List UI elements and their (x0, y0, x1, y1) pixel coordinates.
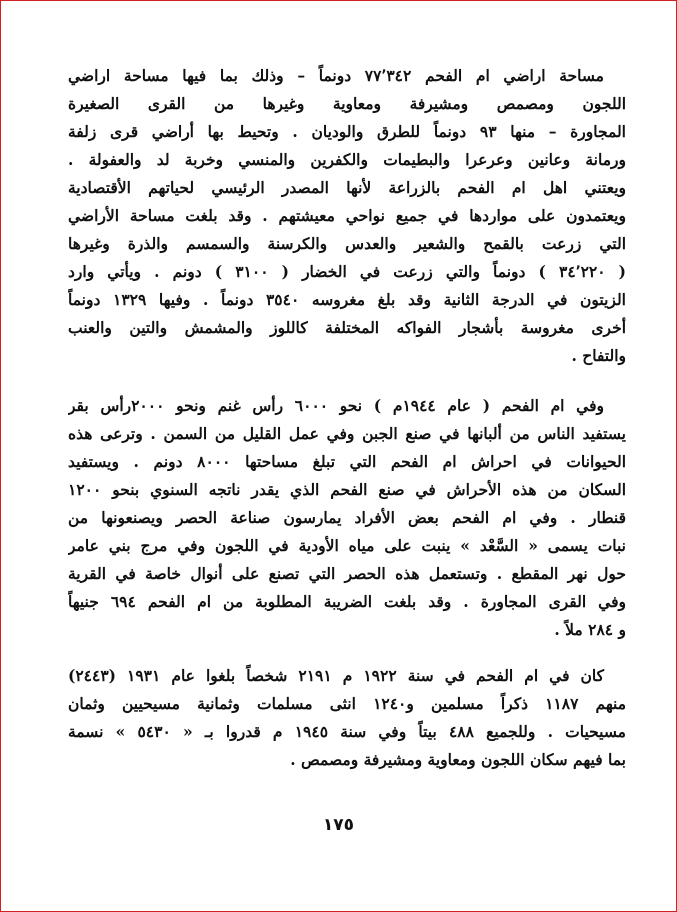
text-line: السكان من هذه الأحراش في صنع الفحم الذي يقدر ناتجه السنوي بنحو ١٢٠٠ (68, 480, 626, 499)
text-line: وفي القرى المجاورة . وقد بلغت الضريبة المطلوبة من ام الفحم ٦٩٤ جنيهاً (68, 592, 626, 611)
paragraph-livestock-crafts (68, 392, 626, 644)
text-line: والتفاح . (571, 346, 626, 365)
text-line: وفي ام الفحم ( عام ١٩٤٤م ) نحو ٦٠٠٠ رأس غنم ونحو ٢٠٠٠رأس بقر (68, 396, 604, 415)
text-line: المجاورة – منها ٩٣ دونماً للطرق والوديان . وتحيط بها أراضي قرى زلفة (68, 122, 626, 141)
paragraph-population (68, 662, 626, 774)
text-line: و ٢٨٤ ملاً . (554, 620, 626, 639)
text-line: نبات يسمى « السَّعْد » ينبت على مياه الأودية في اللجون وفي مرج بني عامر (68, 536, 626, 555)
text-line: ويعتمدون على مواردها في جميع نواحي معيشتهم . وقد بلغت مساحة الأراضي (68, 206, 626, 225)
text-line: التي زرعت بالقمح والشعير والعدس والكرسنة والسمسم والذرة وغيرها (68, 234, 626, 253)
text-line: مسيحيات . وللجميع ٤٨٨ بيتاً وفي سنة ١٩٤٥ م قدروا بـ « ٥٤٣٠ » نسمة (68, 722, 626, 741)
text-line: الحيوانات في احراش ام الفحم التي تبلغ مساحتها ٨٠٠٠ دونم . ويستفيد (68, 452, 626, 471)
page-number: ١٧٥ (322, 815, 355, 835)
text-line: مساحة اراضي ام الفحم ٧٧٬٣٤٢ دونماً – وذلك بما فيها مساحة اراضي (68, 66, 604, 85)
text-line: ( ٣٤٬٢٢٠ ) دونماً والتي زرعت في الخضار ( ٣١٠٠ ) دونم . ويأتي وارد (68, 262, 626, 281)
text-line: حول نهر المقطع . وتستعمل هذه الحصر التي تصنع على أنوال خاصة في القرية (68, 564, 626, 583)
paragraph-land-agriculture (68, 62, 626, 370)
text-line: اللجون ومصمص ومشيرفة ومعاوية وغيرها من القرى الصغيرة (68, 94, 626, 113)
book-page (68, 62, 626, 774)
text-line: أخرى مغروسة بأشجار الفواكه المختلفة كاللوز والمشمش والتين والعنب (68, 318, 626, 337)
text-line: كان في ام الفحم في سنة ١٩٢٢ م ٢١٩١ شخصاً بلغوا عام ١٩٣١ (٢٤٤٣) (68, 666, 605, 685)
text-line: الزيتون في الدرجة الثانية وقد بلغ مغروسه ٣٥٤٠ دونماً . وفيها ١٣٢٩ دونماً (68, 290, 626, 309)
text-line: ورمانة وعانين وعرعرا والبطيمات والكفرين والمنسي وخربة لد والعفولة . (68, 150, 626, 169)
text-line: يستفيد الناس من ألبانها في صنع الجبن وفي عمل القليل من السمن . وترعى هذه (68, 424, 626, 443)
text-line: قنطار . وفي ام الفحم بعض الأفراد يمارسون صناعة الحصر ويصنعونها من (68, 508, 626, 527)
text-line: منهم ١١٨٧ ذكراً مسلمين و١٢٤٠ انثى مسلمات وثمانية مسيحيين وثمان (68, 694, 626, 713)
text-line: بما فيهم سكان اللجون ومعاوية ومشيرفة ومصمص . (290, 750, 626, 769)
text-line: ويعتني اهل ام الفحم بالزراعة لأنها المصدر الرئيسي لحياتهم الأقتصادية (68, 178, 626, 197)
